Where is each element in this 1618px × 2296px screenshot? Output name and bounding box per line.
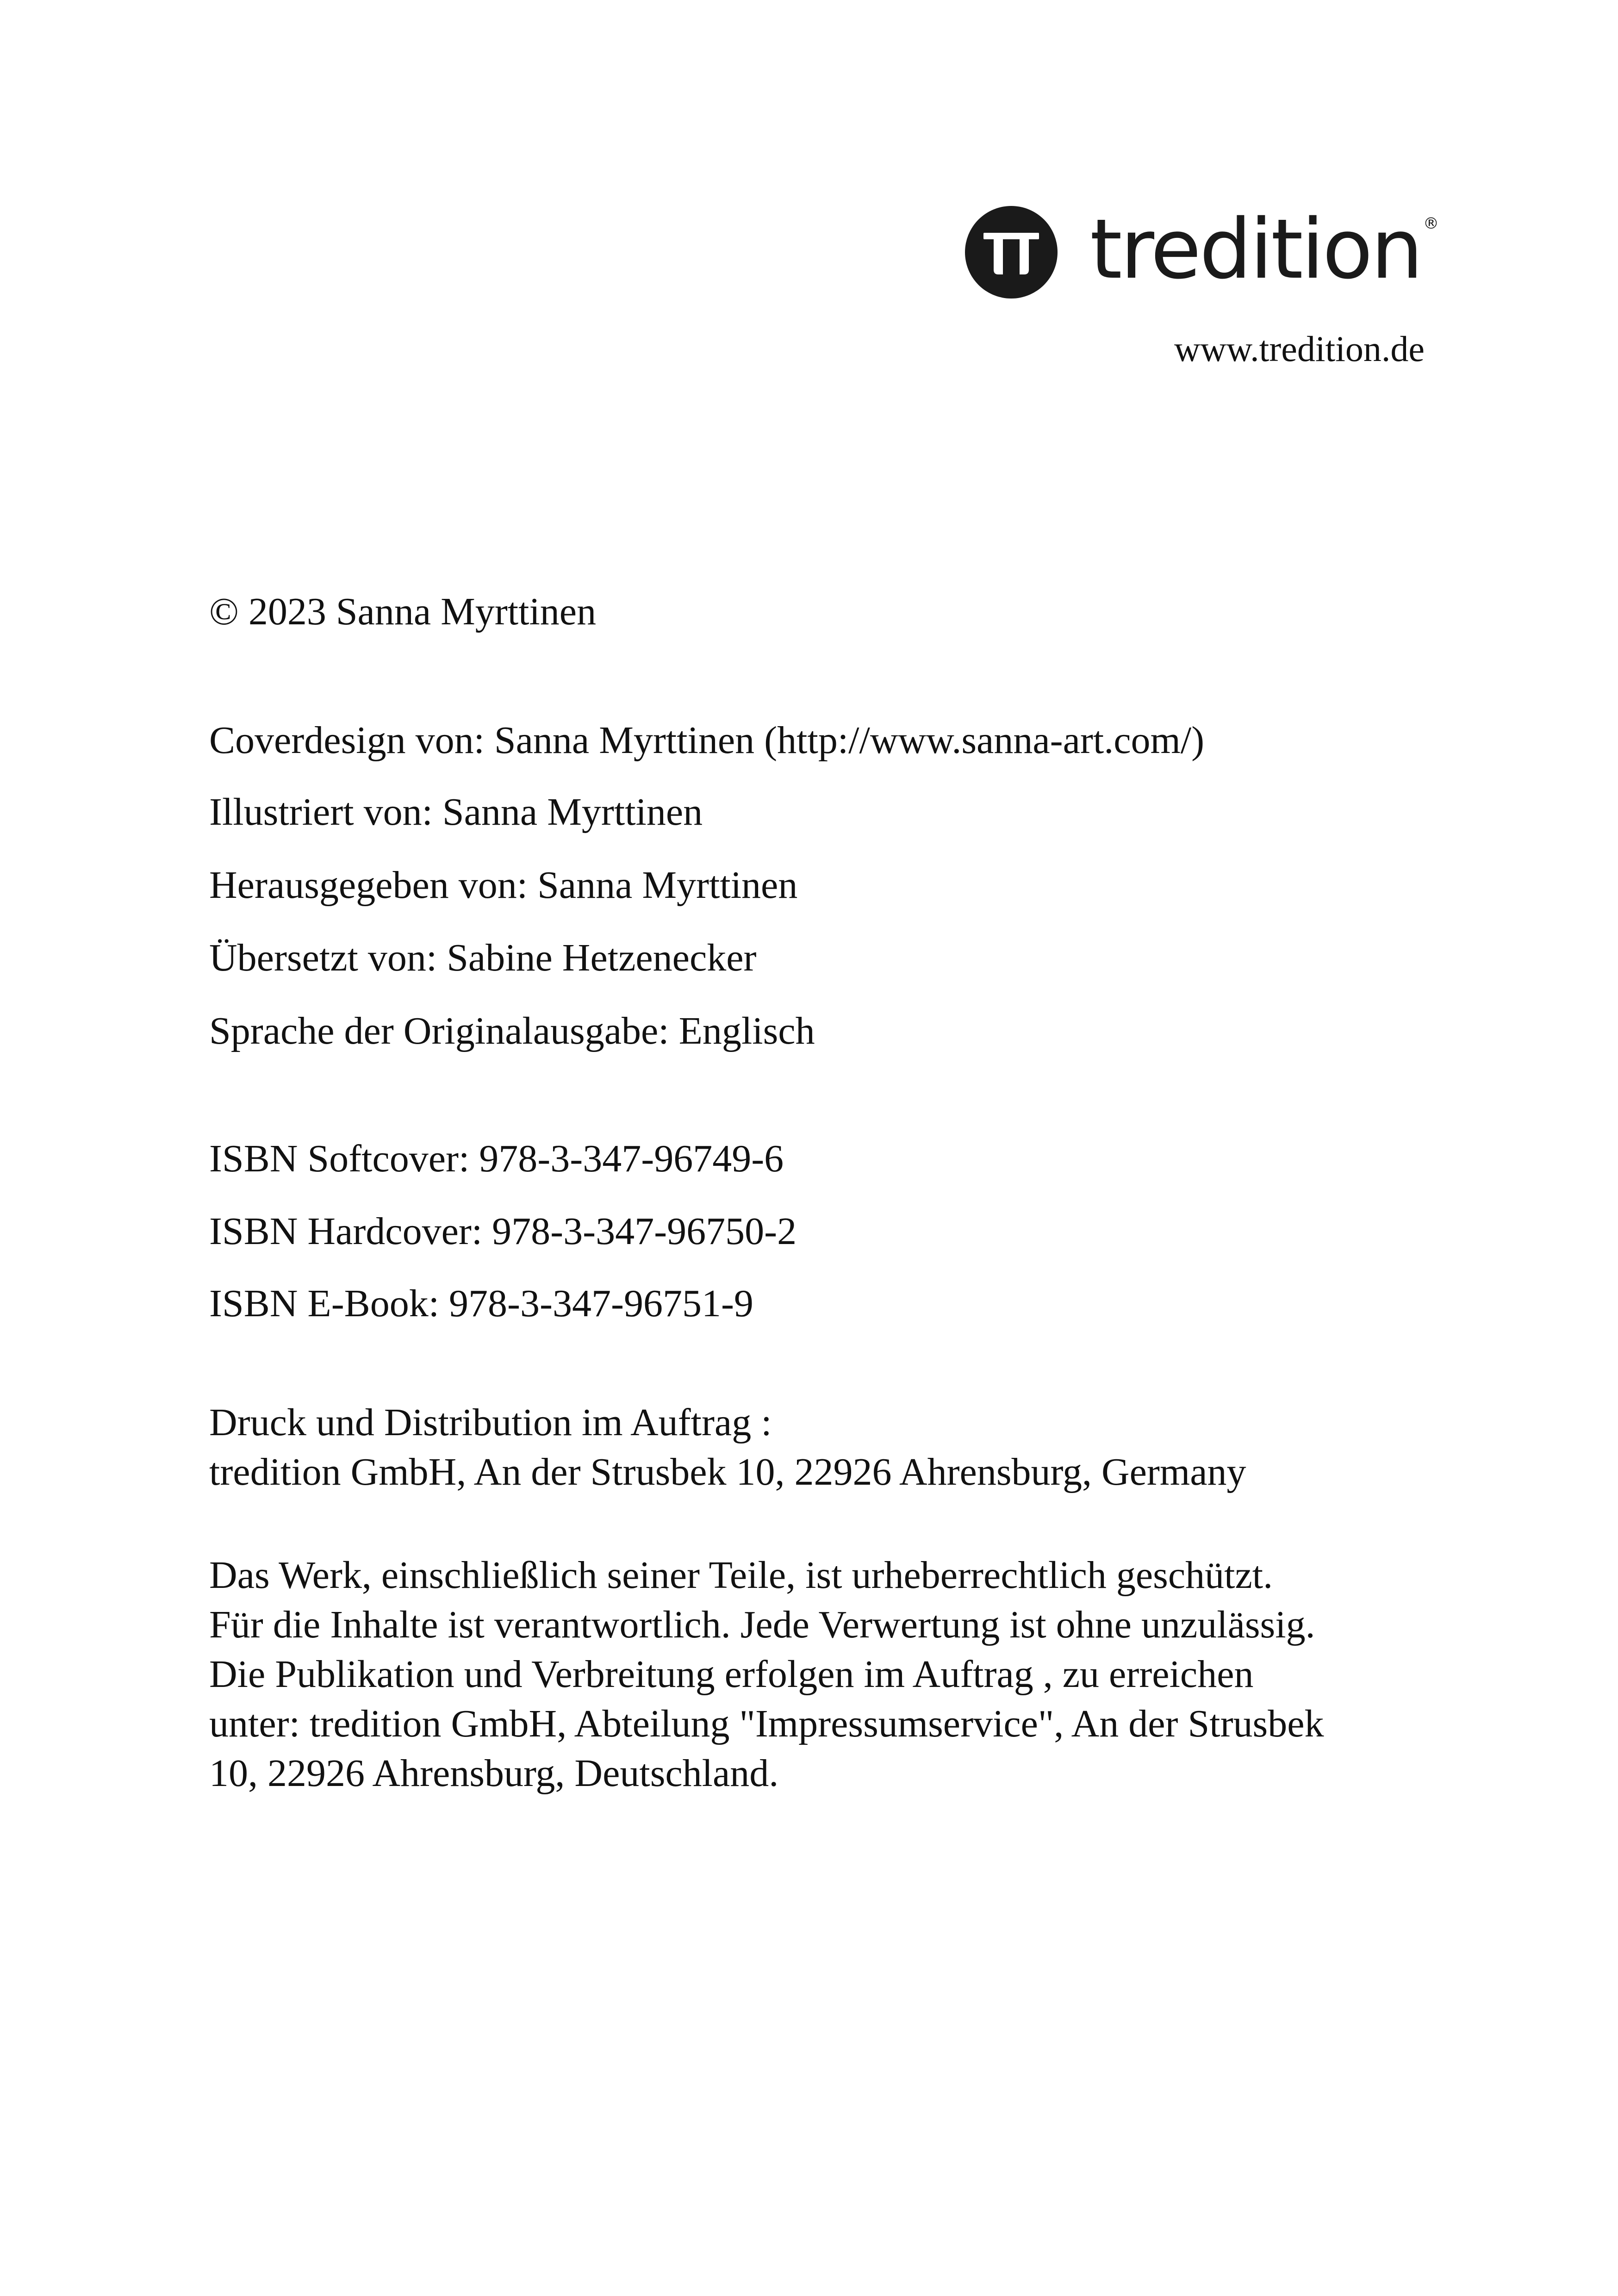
credit-cover-design: Coverdesign von: Sanna Myrttinen (http://www.sanna-art.com/): [209, 719, 1205, 762]
isbn-softcover: ISBN Softcover: 978-3-347-96749-6: [209, 1137, 784, 1180]
copyright-line: © 2023 Sanna Myrttinen: [209, 590, 597, 633]
legal-line: Für die Inhalte ist verantwortlich. Jede Verwertung ist ohne unzulässig.: [209, 1603, 1315, 1646]
distribution-line: tredition GmbH, An der Strusbek 10, 22926 Ahrensburg, Germany: [209, 1450, 1246, 1493]
credit-illustrator: Illustriert von: Sanna Myrttinen: [209, 790, 703, 834]
publisher-logo: [965, 201, 1439, 301]
logo-wordmark: tredition: [1090, 201, 1421, 297]
legal-line: unter: tredition GmbH, Abteilung "Impressumservice", An der Strusbek: [209, 1702, 1324, 1745]
legal-line: Das Werk, einschließlich seiner Teile, ist urheberrechtlich geschützt.: [209, 1554, 1273, 1597]
publisher-website[interactable]: www.tredition.de: [1174, 329, 1425, 369]
registered-mark: ®: [1423, 214, 1439, 233]
legal-line: Die Publikation und Verbreitung erfolgen im Auftrag , zu erreichen: [209, 1653, 1254, 1696]
credit-editor: Herausgegeben von: Sanna Myrttinen: [209, 864, 798, 907]
credit-original-language: Sprache der Originalausgabe: Englisch: [209, 1009, 815, 1052]
legal-notice: [209, 1550, 1324, 1798]
legal-line: 10, 22926 Ahrensburg, Deutschland.: [209, 1752, 779, 1795]
distribution-line: Druck und Distribution im Auftrag :: [209, 1401, 772, 1444]
distribution-block: [209, 1398, 1246, 1497]
tredition-logo-icon: [965, 206, 1058, 299]
isbn-ebook: ISBN E-Book: 978-3-347-96751-9: [209, 1282, 753, 1325]
isbn-hardcover: ISBN Hardcover: 978-3-347-96750-2: [209, 1210, 797, 1253]
credit-translator: Übersetzt von: Sabine Hetzenecker: [209, 936, 757, 979]
